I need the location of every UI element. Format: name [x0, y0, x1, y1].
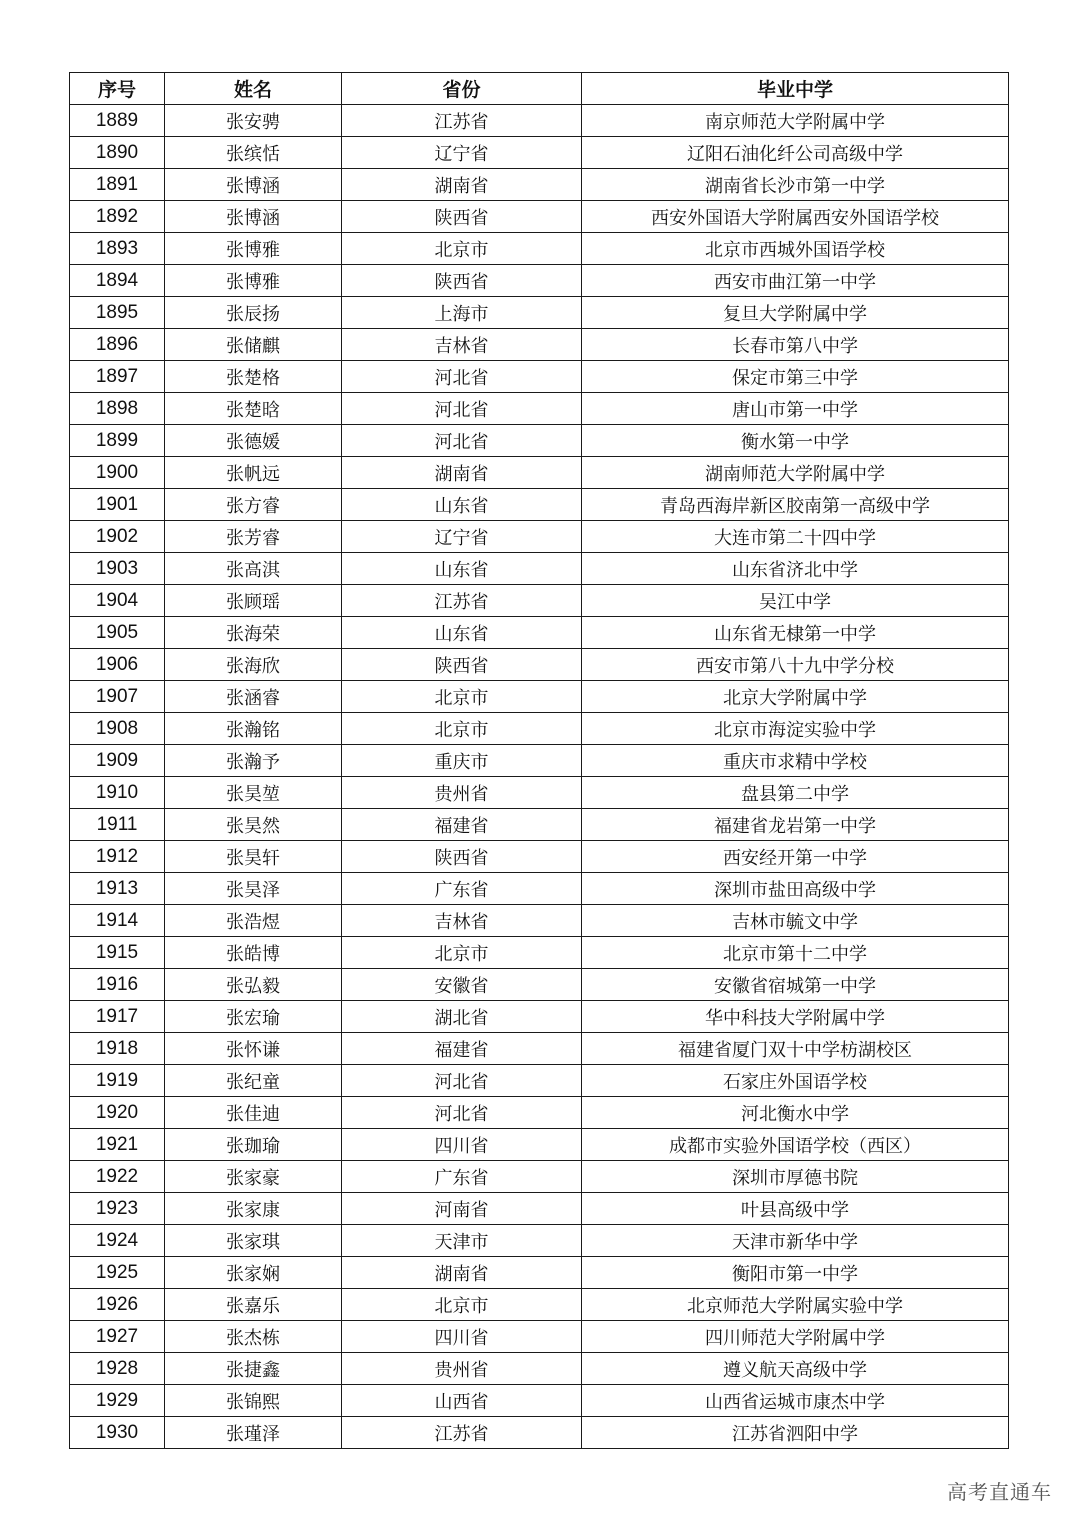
cell-school: 西安经开第一中学	[582, 841, 1009, 873]
cell-school: 保定市第三中学	[582, 361, 1009, 393]
cell-number: 1889	[70, 105, 165, 137]
cell-province: 山西省	[342, 1385, 582, 1417]
table-row	[70, 1193, 1009, 1225]
cell-school: 深圳市厚德书院	[582, 1161, 1009, 1193]
cell-province: 广东省	[342, 1161, 582, 1193]
table-row	[70, 297, 1009, 329]
table-row	[70, 969, 1009, 1001]
cell-province: 河北省	[342, 425, 582, 457]
cell-name: 张安骋	[165, 105, 342, 137]
cell-number: 1923	[70, 1193, 165, 1225]
cell-name: 张佳迪	[165, 1097, 342, 1129]
cell-province: 福建省	[342, 1033, 582, 1065]
column-header-province: 省份	[342, 73, 582, 105]
cell-name: 张家琪	[165, 1225, 342, 1257]
table-row	[70, 393, 1009, 425]
table-row	[70, 233, 1009, 265]
cell-school: 成都市实验外国语学校（西区）	[582, 1129, 1009, 1161]
cell-school: 重庆市求精中学校	[582, 745, 1009, 777]
cell-name: 张怀谦	[165, 1033, 342, 1065]
table-header-row	[70, 73, 1009, 105]
cell-name: 张博涵	[165, 201, 342, 233]
cell-province: 天津市	[342, 1225, 582, 1257]
cell-number: 1899	[70, 425, 165, 457]
cell-number: 1906	[70, 649, 165, 681]
cell-school: 西安市曲江第一中学	[582, 265, 1009, 297]
table-row	[70, 169, 1009, 201]
cell-province: 北京市	[342, 713, 582, 745]
cell-name: 张缤恬	[165, 137, 342, 169]
cell-province: 陕西省	[342, 649, 582, 681]
table-row	[70, 1065, 1009, 1097]
cell-school: 山东省济北中学	[582, 553, 1009, 585]
cell-school: 吴江中学	[582, 585, 1009, 617]
cell-number: 1912	[70, 841, 165, 873]
cell-school: 南京师范大学附属中学	[582, 105, 1009, 137]
cell-number: 1911	[70, 809, 165, 841]
cell-name: 张楚晗	[165, 393, 342, 425]
cell-province: 山东省	[342, 617, 582, 649]
cell-school: 山西省运城市康杰中学	[582, 1385, 1009, 1417]
cell-number: 1924	[70, 1225, 165, 1257]
cell-school: 福建省厦门双十中学枋湖校区	[582, 1033, 1009, 1065]
cell-name: 张昊堃	[165, 777, 342, 809]
cell-province: 北京市	[342, 1289, 582, 1321]
cell-province: 陕西省	[342, 265, 582, 297]
cell-school: 天津市新华中学	[582, 1225, 1009, 1257]
table-row	[70, 1129, 1009, 1161]
cell-number: 1913	[70, 873, 165, 905]
cell-province: 重庆市	[342, 745, 582, 777]
cell-name: 张储麒	[165, 329, 342, 361]
cell-school: 北京市海淀实验中学	[582, 713, 1009, 745]
table-row	[70, 425, 1009, 457]
cell-name: 张家康	[165, 1193, 342, 1225]
cell-school: 山东省无棣第一中学	[582, 617, 1009, 649]
cell-name: 张弘毅	[165, 969, 342, 1001]
cell-school: 辽阳石油化纤公司高级中学	[582, 137, 1009, 169]
table-row	[70, 105, 1009, 137]
cell-name: 张皓博	[165, 937, 342, 969]
cell-number: 1894	[70, 265, 165, 297]
cell-school: 深圳市盐田高级中学	[582, 873, 1009, 905]
cell-school: 西安市第八十九中学分校	[582, 649, 1009, 681]
cell-school: 湖南师范大学附属中学	[582, 457, 1009, 489]
column-header-name: 姓名	[165, 73, 342, 105]
table-row	[70, 1001, 1009, 1033]
cell-name: 张德媛	[165, 425, 342, 457]
table-row	[70, 361, 1009, 393]
cell-school: 遵义航天高级中学	[582, 1353, 1009, 1385]
cell-province: 江苏省	[342, 105, 582, 137]
cell-province: 湖北省	[342, 1001, 582, 1033]
table-row	[70, 329, 1009, 361]
cell-school: 衡水第一中学	[582, 425, 1009, 457]
cell-province: 四川省	[342, 1129, 582, 1161]
cell-number: 1900	[70, 457, 165, 489]
column-header-school: 毕业中学	[582, 73, 1009, 105]
cell-name: 张瀚铭	[165, 713, 342, 745]
table-row	[70, 265, 1009, 297]
cell-school: 四川师范大学附属中学	[582, 1321, 1009, 1353]
cell-number: 1898	[70, 393, 165, 425]
cell-number: 1926	[70, 1289, 165, 1321]
table-row	[70, 1161, 1009, 1193]
cell-number: 1908	[70, 713, 165, 745]
cell-name: 张芳睿	[165, 521, 342, 553]
table-row	[70, 457, 1009, 489]
cell-name: 张珈瑜	[165, 1129, 342, 1161]
cell-number: 1891	[70, 169, 165, 201]
cell-province: 河北省	[342, 1097, 582, 1129]
cell-number: 1893	[70, 233, 165, 265]
cell-school: 叶县高级中学	[582, 1193, 1009, 1225]
cell-school: 福建省龙岩第一中学	[582, 809, 1009, 841]
cell-school: 大连市第二十四中学	[582, 521, 1009, 553]
cell-name: 张海荣	[165, 617, 342, 649]
cell-school: 安徽省宿城第一中学	[582, 969, 1009, 1001]
cell-number: 1890	[70, 137, 165, 169]
cell-province: 吉林省	[342, 905, 582, 937]
cell-name: 张捷鑫	[165, 1353, 342, 1385]
table-row	[70, 201, 1009, 233]
table-row	[70, 1257, 1009, 1289]
cell-province: 四川省	[342, 1321, 582, 1353]
cell-school: 青岛西海岸新区胶南第一高级中学	[582, 489, 1009, 521]
cell-province: 湖南省	[342, 457, 582, 489]
cell-number: 1921	[70, 1129, 165, 1161]
cell-number: 1920	[70, 1097, 165, 1129]
table-row	[70, 1417, 1009, 1449]
cell-number: 1903	[70, 553, 165, 585]
cell-name: 张楚格	[165, 361, 342, 393]
cell-school: 石家庄外国语学校	[582, 1065, 1009, 1097]
table-row	[70, 873, 1009, 905]
table-row	[70, 617, 1009, 649]
cell-name: 张杰栋	[165, 1321, 342, 1353]
cell-name: 张昊然	[165, 809, 342, 841]
cell-name: 张博雅	[165, 265, 342, 297]
cell-province: 广东省	[342, 873, 582, 905]
table-row	[70, 777, 1009, 809]
cell-name: 张方睿	[165, 489, 342, 521]
table-row	[70, 553, 1009, 585]
cell-school: 湖南省长沙市第一中学	[582, 169, 1009, 201]
cell-name: 张家娴	[165, 1257, 342, 1289]
cell-province: 上海市	[342, 297, 582, 329]
cell-number: 1916	[70, 969, 165, 1001]
cell-province: 湖南省	[342, 1257, 582, 1289]
table-row	[70, 745, 1009, 777]
cell-number: 1904	[70, 585, 165, 617]
watermark: 高考直通车	[947, 1480, 1052, 1504]
cell-province: 河南省	[342, 1193, 582, 1225]
cell-name: 张辰扬	[165, 297, 342, 329]
cell-number: 1909	[70, 745, 165, 777]
cell-number: 1910	[70, 777, 165, 809]
cell-name: 张纪童	[165, 1065, 342, 1097]
table-row	[70, 681, 1009, 713]
cell-number: 1892	[70, 201, 165, 233]
cell-province: 河北省	[342, 1065, 582, 1097]
cell-name: 张瀚予	[165, 745, 342, 777]
cell-number: 1897	[70, 361, 165, 393]
table-row	[70, 809, 1009, 841]
cell-number: 1917	[70, 1001, 165, 1033]
column-header-number: 序号	[70, 73, 165, 105]
cell-province: 山东省	[342, 553, 582, 585]
cell-name: 张嘉乐	[165, 1289, 342, 1321]
cell-number: 1905	[70, 617, 165, 649]
cell-school: 吉林市毓文中学	[582, 905, 1009, 937]
cell-province: 陕西省	[342, 201, 582, 233]
cell-number: 1927	[70, 1321, 165, 1353]
cell-number: 1918	[70, 1033, 165, 1065]
cell-number: 1901	[70, 489, 165, 521]
table-row	[70, 1097, 1009, 1129]
cell-number: 1929	[70, 1385, 165, 1417]
cell-province: 北京市	[342, 233, 582, 265]
cell-name: 张博涵	[165, 169, 342, 201]
cell-number: 1925	[70, 1257, 165, 1289]
cell-name: 张顾瑶	[165, 585, 342, 617]
cell-school: 复旦大学附属中学	[582, 297, 1009, 329]
cell-school: 北京大学附属中学	[582, 681, 1009, 713]
cell-school: 唐山市第一中学	[582, 393, 1009, 425]
cell-province: 北京市	[342, 937, 582, 969]
cell-province: 江苏省	[342, 585, 582, 617]
cell-number: 1919	[70, 1065, 165, 1097]
cell-number: 1902	[70, 521, 165, 553]
cell-name: 张高淇	[165, 553, 342, 585]
cell-name: 张帆远	[165, 457, 342, 489]
cell-school: 华中科技大学附属中学	[582, 1001, 1009, 1033]
table-row	[70, 1033, 1009, 1065]
cell-province: 河北省	[342, 393, 582, 425]
table-row	[70, 1321, 1009, 1353]
table-row	[70, 905, 1009, 937]
cell-province: 贵州省	[342, 1353, 582, 1385]
table-row	[70, 521, 1009, 553]
table-row	[70, 489, 1009, 521]
table-row	[70, 841, 1009, 873]
cell-province: 陕西省	[342, 841, 582, 873]
cell-number: 1907	[70, 681, 165, 713]
table-row	[70, 585, 1009, 617]
cell-province: 辽宁省	[342, 137, 582, 169]
cell-school: 河北衡水中学	[582, 1097, 1009, 1129]
cell-number: 1895	[70, 297, 165, 329]
table-row	[70, 137, 1009, 169]
cell-province: 安徽省	[342, 969, 582, 1001]
cell-school: 江苏省泗阳中学	[582, 1417, 1009, 1449]
cell-school: 西安外国语大学附属西安外国语学校	[582, 201, 1009, 233]
table-row	[70, 1353, 1009, 1385]
cell-school: 衡阳市第一中学	[582, 1257, 1009, 1289]
cell-province: 湖南省	[342, 169, 582, 201]
table-row	[70, 649, 1009, 681]
cell-number: 1922	[70, 1161, 165, 1193]
cell-name: 张锦熙	[165, 1385, 342, 1417]
cell-name: 张浩煜	[165, 905, 342, 937]
cell-province: 吉林省	[342, 329, 582, 361]
cell-name: 张涵睿	[165, 681, 342, 713]
cell-province: 山东省	[342, 489, 582, 521]
cell-province: 河北省	[342, 361, 582, 393]
table-body	[70, 105, 1009, 1449]
cell-school: 北京市西城外国语学校	[582, 233, 1009, 265]
table-row	[70, 1225, 1009, 1257]
cell-name: 张昊轩	[165, 841, 342, 873]
cell-number: 1930	[70, 1417, 165, 1449]
cell-number: 1896	[70, 329, 165, 361]
cell-name: 张昊泽	[165, 873, 342, 905]
cell-school: 盘县第二中学	[582, 777, 1009, 809]
cell-number: 1914	[70, 905, 165, 937]
cell-province: 贵州省	[342, 777, 582, 809]
cell-school: 长春市第八中学	[582, 329, 1009, 361]
table-row	[70, 937, 1009, 969]
cell-name: 张博雅	[165, 233, 342, 265]
table-row	[70, 1385, 1009, 1417]
cell-province: 北京市	[342, 681, 582, 713]
cell-name: 张家豪	[165, 1161, 342, 1193]
cell-number: 1915	[70, 937, 165, 969]
cell-number: 1928	[70, 1353, 165, 1385]
cell-school: 北京市第十二中学	[582, 937, 1009, 969]
cell-name: 张宏瑜	[165, 1001, 342, 1033]
roster-table	[69, 72, 1009, 1449]
cell-school: 北京师范大学附属实验中学	[582, 1289, 1009, 1321]
table-row	[70, 1289, 1009, 1321]
cell-province: 福建省	[342, 809, 582, 841]
cell-name: 张海欣	[165, 649, 342, 681]
table-row	[70, 713, 1009, 745]
cell-province: 江苏省	[342, 1417, 582, 1449]
cell-name: 张瑾泽	[165, 1417, 342, 1449]
cell-province: 辽宁省	[342, 521, 582, 553]
